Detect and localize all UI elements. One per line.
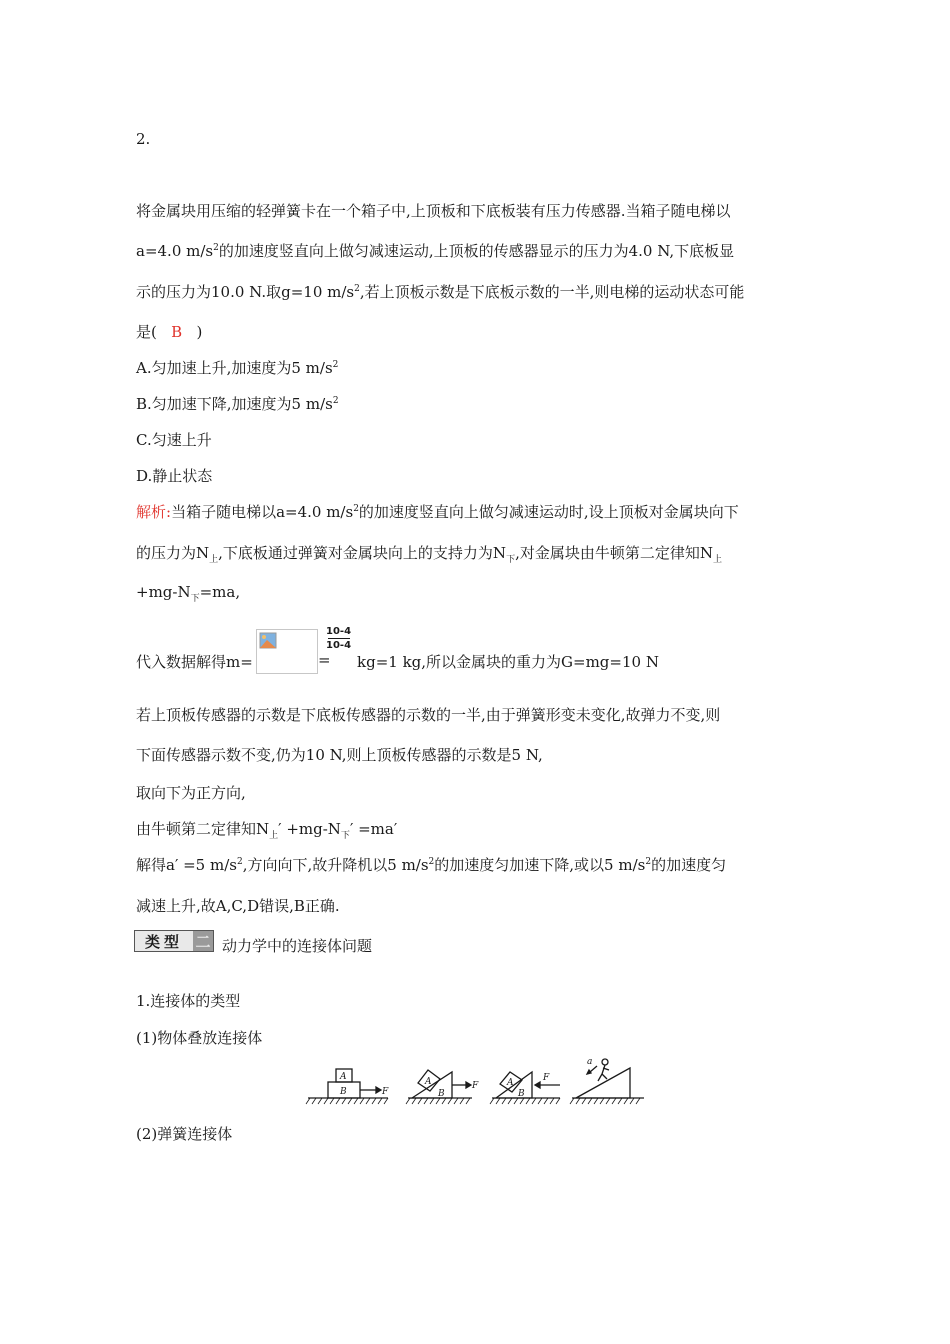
fraction: 10-4 10-4 <box>326 626 352 651</box>
analysis-line-7: 取向下为正方向, <box>136 784 246 802</box>
broken-image-icon <box>259 632 279 650</box>
question-stem-line-1: 将金属块用压缩的轻弹簧卡在一个箱子中,上顶板和下底板装有压力传感器.当箱子随电梯以 <box>136 202 731 220</box>
label-f: F <box>382 1087 389 1097</box>
equals-sign: = <box>318 651 331 669</box>
analysis-line-10: 减速上升,故A,C,D错误,B正确. <box>136 897 340 915</box>
answer-mark: B <box>171 323 183 341</box>
analysis-line-1: 解析:当箱子随电梯以a=4.0 $m/s^2$的加速度竖直向上做匀减速运动时,设上顶板对金属块向下 <box>136 503 739 521</box>
option-a: A.匀加速上升,加速度为5 $m/s^2$ <box>136 359 339 377</box>
analysis-line-3: $+mg-N_下=ma$, <box>136 583 241 604</box>
section-badge <box>134 930 214 952</box>
label-f: F <box>472 1081 479 1091</box>
subheading-1b: (2)弹簧连接体 <box>136 1125 233 1143</box>
option-c: C.匀速上升 <box>136 431 212 449</box>
label-f: F <box>543 1073 550 1083</box>
subheading-1: 1.连接体的类型 <box>136 992 241 1010</box>
label-b: B <box>518 1089 525 1099</box>
analysis-line-6: 下面传感器示数不变,仍为10 N,则上顶板传感器的示数是5 N, <box>136 746 543 764</box>
question-stem-line-3: 示的压力为10.0 N.取g=10 $m/s^2$,若上顶板示数是下底板示数的一半,则电梯的运动状态可能 <box>136 283 745 301</box>
label-b: B <box>438 1089 445 1099</box>
analysis-line-8: 由牛顿第二定律知$N_上' +mg-N_下' =ma'$ <box>136 820 398 841</box>
label-b: B <box>340 1087 347 1097</box>
analysis-line-4a: 代入数据解得m= <box>136 653 253 671</box>
analysis-line-2: 的压力为$N_上$,下底板通过弹簧对金属块向上的支持力为$N_下$,对金属块由牛顿第二定律知$N_上$ <box>136 544 722 565</box>
analysis-line-4c: kg=1 kg,所以金属块的重力为G=mg=10 N <box>357 653 659 671</box>
wedge-b <box>412 1072 452 1098</box>
label-a: A <box>507 1078 514 1088</box>
option-d: D.静止状态 <box>136 467 213 485</box>
question-stem-line-2: a=4.0 $m/s^2$的加速度竖直向上做匀减速运动,上顶板的传感器显示的压力为4.0 N,下底板显 <box>136 242 735 260</box>
option-b: B.匀加速下降,加速度为5 $m/s^2$ <box>136 395 339 413</box>
label-a: A <box>340 1072 347 1082</box>
label-accel: a <box>587 1057 593 1067</box>
badge-number: 二 <box>193 931 213 951</box>
connected-bodies-figure <box>300 1052 650 1108</box>
analysis-line-5: 若上顶板传感器的示数是下底板传感器的示数的一半,由于弹簧形变未变化,故弹力不变,则 <box>136 706 721 724</box>
question-number: 2. <box>136 130 151 148</box>
badge-label: 类型 <box>135 931 193 951</box>
subheading-1a: (1)物体叠放连接体 <box>136 1029 263 1047</box>
broken-image-placeholder <box>256 629 318 674</box>
label-a: A <box>425 1077 432 1087</box>
question-stem-line-4: 是( B ) <box>136 323 203 341</box>
section-title: 动力学中的连接体问题 <box>222 937 373 955</box>
analysis-line-9: 解得a′ =5 $m/s^2$,方向向下,故升降机以5 $m/s^2$的加速度匀加速下降,或以5 $m/s^2$的加速度匀 <box>136 856 727 874</box>
analysis-label: 解析: <box>136 503 172 521</box>
